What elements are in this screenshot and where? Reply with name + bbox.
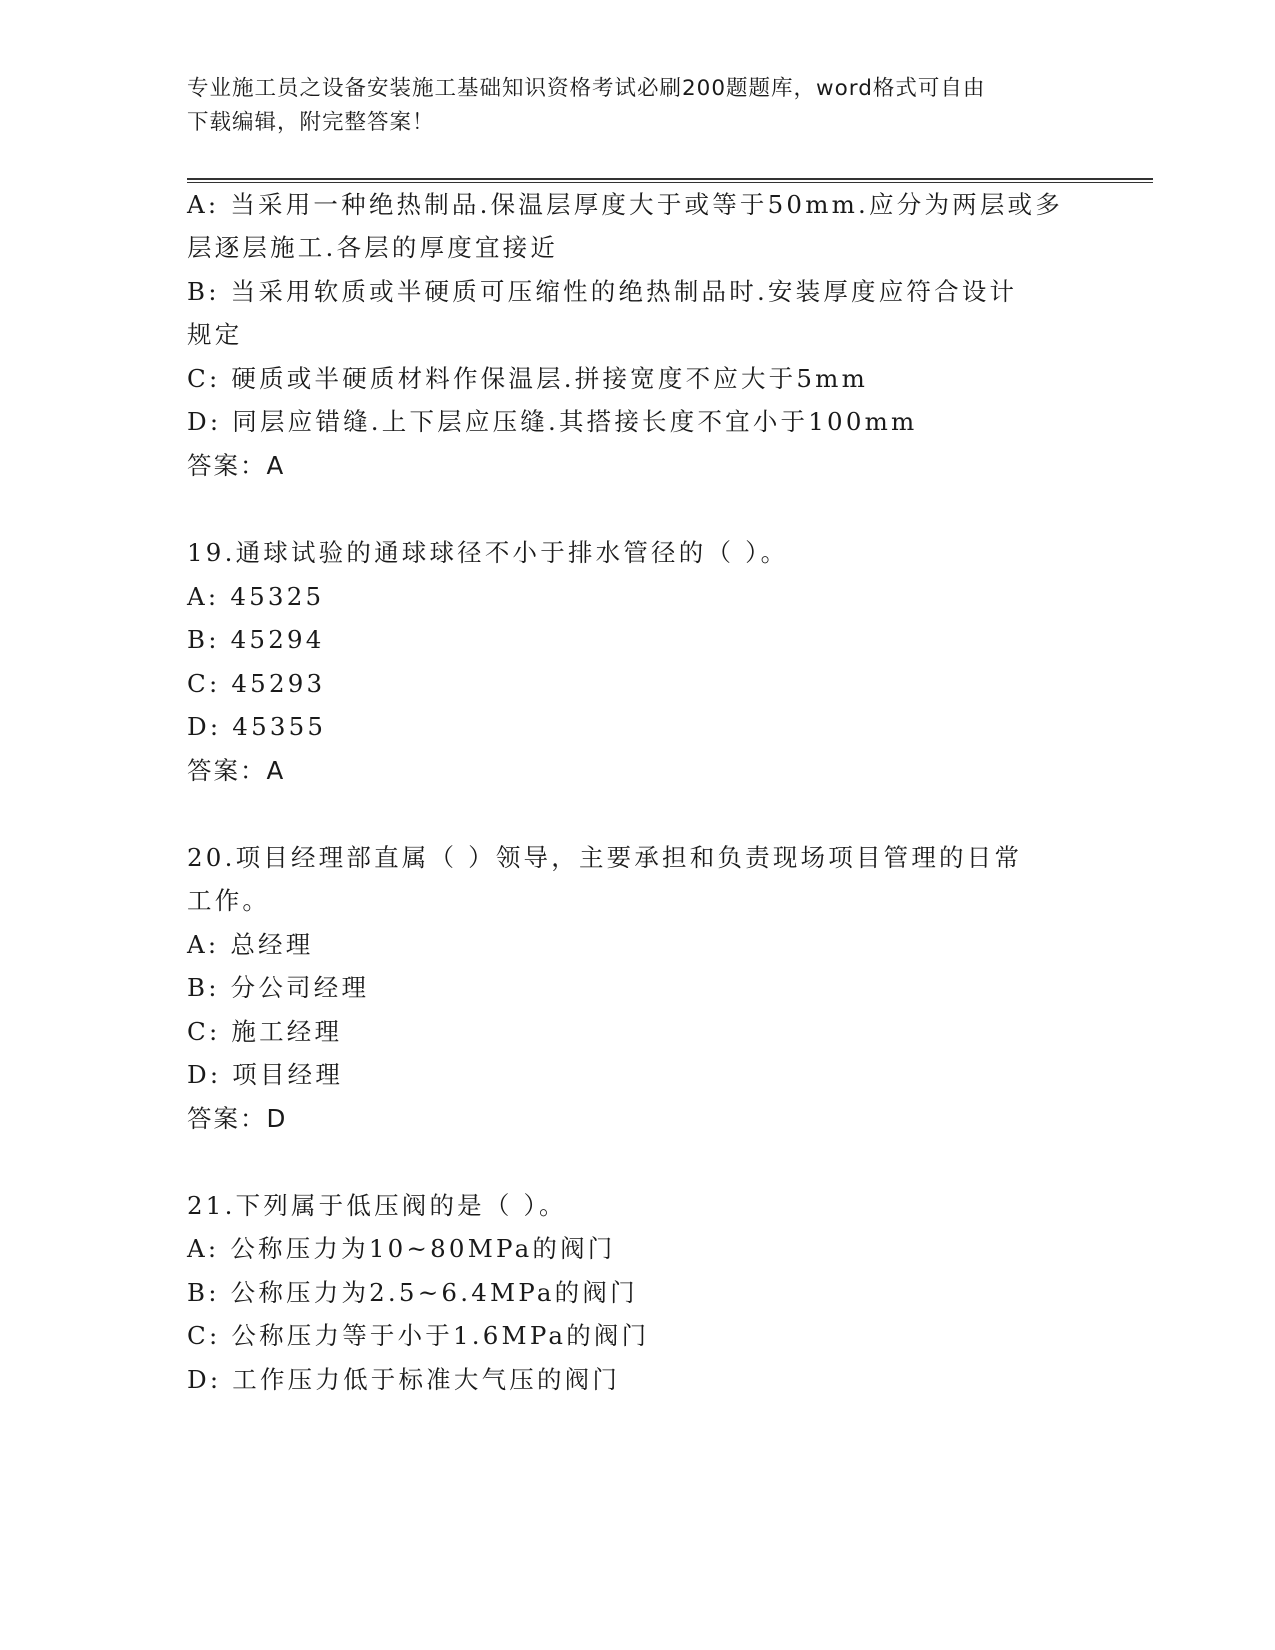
- question-text: 21.下列属于低压阀的是（ ）。: [187, 1191, 567, 1220]
- option-d: D: 项目经理: [187, 1060, 344, 1089]
- question-text: 19.通球试验的通球球径不小于排水管径的（ ）。: [187, 538, 789, 567]
- option-a: A: 公称压力为10~80MPa的阀门: [187, 1234, 616, 1263]
- header-divider-thick: [187, 178, 1153, 180]
- answer: 答案：A: [187, 451, 286, 480]
- option-d: D: 45355: [187, 712, 327, 741]
- option-c: C: 施工经理: [187, 1017, 343, 1046]
- option-b-line-2: 规定: [187, 320, 243, 349]
- option-b: B: 公称压力为2.5~6.4MPa的阀门: [187, 1278, 638, 1307]
- option-c: C: 45293: [187, 669, 326, 698]
- header-line-2: 下载编辑，附完整答案！: [187, 110, 435, 135]
- header-line-1: 专业施工员之设备安装施工基础知识资格考试必刷200题题库，word格式可自由: [187, 76, 986, 101]
- option-d: D: 工作压力低于标准大气压的阀门: [187, 1365, 621, 1394]
- option-a-line-2: 层逐层施工.各层的厚度宜接近: [187, 233, 559, 262]
- option-a: A: 总经理: [187, 930, 314, 959]
- option-d: D: 同层应错缝.上下层应压缝.其搭接长度不宜小于100mm: [187, 407, 918, 436]
- option-a-line-1: A: 当采用一种绝热制品.保温层厚度大于或等于50mm.应分为两层或多: [187, 190, 1063, 219]
- answer: 答案：A: [187, 756, 286, 785]
- header-divider-thin: [187, 182, 1153, 183]
- document-header: [187, 72, 1067, 140]
- option-a: A: 45325: [187, 582, 325, 611]
- option-b: B: 分公司经理: [187, 973, 370, 1002]
- option-c: C: 公称压力等于小于1.6MPa的阀门: [187, 1321, 650, 1350]
- answer: 答案：D: [187, 1104, 288, 1133]
- option-c: C: 硬质或半硬质材料作保温层.拼接宽度不应大于5mm: [187, 364, 869, 393]
- question-text-line-2: 工作。: [187, 886, 271, 915]
- option-b-line-1: B: 当采用软质或半硬质可压缩性的绝热制品时.安装厚度应符合设计: [187, 277, 1018, 306]
- question-text-line-1: 20.项目经理部直属（ ）领导，主要承担和负责现场项目管理的日常: [187, 843, 1023, 872]
- option-b: B: 45294: [187, 625, 325, 654]
